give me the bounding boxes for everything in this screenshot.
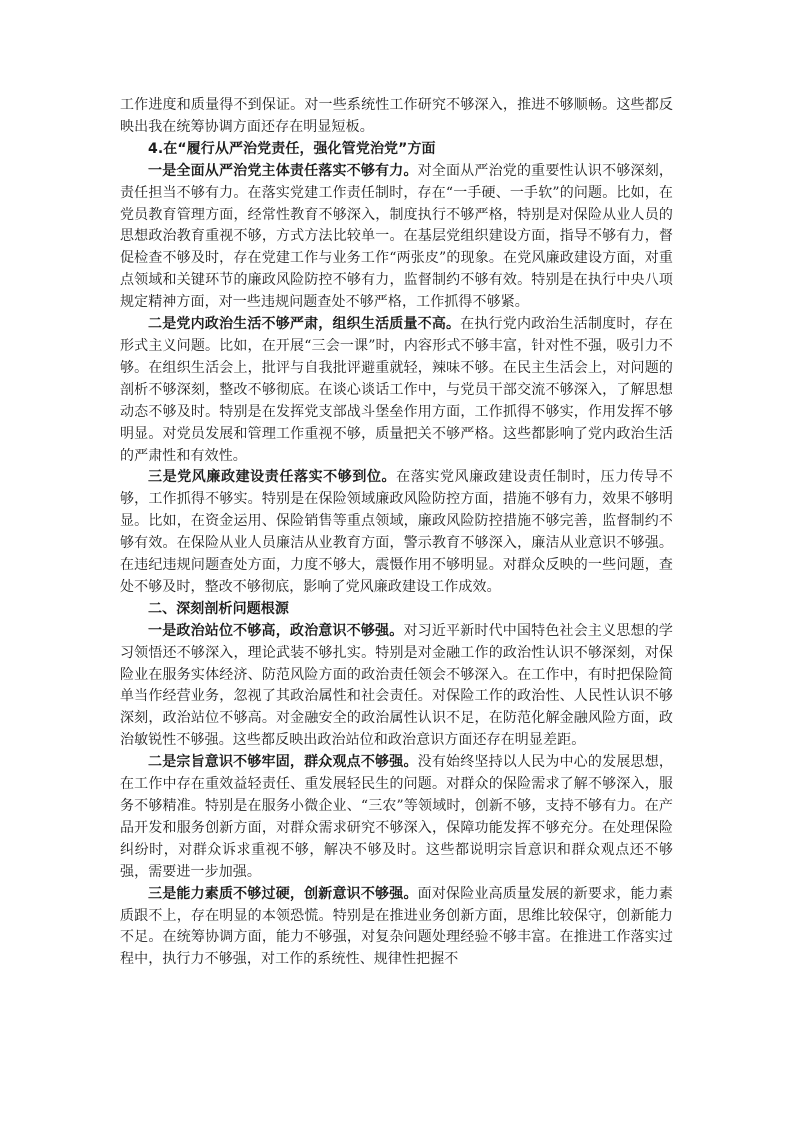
paragraph-lead: 三是党风廉政建设责任落实不够到位。: [148, 469, 397, 486]
paragraph-lead: 一是政治站位不够高，政治意识不够强。: [148, 622, 404, 639]
section-2-heading: 二、深刻剖析问题根源: [148, 600, 289, 617]
paragraph-body: 对习近平新时代中国特色社会主义思想的学习领悟还不够深入，理论武装不够扎实。特别是对金融工作的政治性认识不够深刻，对保险业在服务实体经济、防范风险方面的政治责任领会不够深入。在工作中，有时把保险简单当作经营业务，忽视了其政治属性和社会责任。对保险工作的政治性、人民性认识不够深刻，政治站位不够高。对金融安全的政治属性认识不足，在防范化解金融风险方面，政治敏锐性不够强。这些都反映出政治站位和政治意识方面还存在明显差距。: [120, 622, 673, 749]
paragraph-body: 在落实党风廉政建设责任制时，压力传导不够，工作抓得不够实。特别是在保险领域廉政风险防控方面，措施不够有力，效果不够明显。比如，在资金运用、保险销售等重点领域，廉政风险防控措施不够完善，监督制约不够有效。在保险从业人员廉洁从业教育方面，警示教育不够深入，廉洁从业意识不够强。在违纪违规问题查处方面，力度不够大，震慑作用不够明显。对群众反映的一些问题，查处不够及时，整改不够彻底，影响了党风廉政建设工作成效。: [120, 469, 673, 595]
document-page: [120, 95, 673, 971]
paragraph-purpose-awareness: [120, 752, 673, 883]
paragraph-body: 在执行党内政治生活制度时，存在形式主义问题。比如，在开展“三会一课”时，内容形式不够丰富，针对性不强，吸引力不够。在组织生活会上，批评与自我批评避重就轻，辣味不够。在民主生活会上，对问题的剖析不够深刻，整改不够彻底。在谈心谈话工作中，与党员干部交流不够深入，了解思想动态不够及时。特别是在发挥党支部战斗堡垒作用方面，工作抓得不够实，作用发挥不够明显。对党员发展和管理工作重视不够，质量把关不够严格。这些都影响了党内政治生活的严肃性和有效性。: [120, 316, 674, 464]
intro-paragraph: 工作进度和质量得不到保证。对一些系统性工作研究不够深入，推进不够顺畅。这些都反映出我在统筹协调方面还存在明显短板。: [120, 97, 673, 135]
section-4-heading: 4.在“履行从严治党责任，强化管党治党”方面: [148, 140, 436, 157]
paragraph-clean-governance: [120, 467, 673, 598]
paragraph-body: 对全面从严治党的重要性认识不够深刻，责任担当不够有力。在落实党建工作责任制时，存在“一手硬、一手软”的问题。比如，在党员教育管理方面，经常性教育不够深入，制度执行不够严格，特别是对保险从业人员的思想政治教育重视不够，方式方法比较单一。在基层党组织建设方面，指导不够有力，督促检查不够及时，存在党建工作与业务工作“两张皮”的现象。在党风廉政建设方面，对重点领域和关键环节的廉政风险防控不够有力，监督制约不够有效。特别是在执行中央八项规定精神方面，对一些违规问题查处不够严格，工作抓得不够紧。: [120, 162, 673, 311]
paragraph-party-responsibility: [120, 161, 673, 314]
paragraph-political-life: [120, 314, 673, 467]
paragraph-political-awareness: [120, 621, 673, 752]
paragraph-lead: 二是党内政治生活不够严肃，组织生活质量不高。: [148, 316, 461, 333]
paragraph-lead: 二是宗旨意识不够牢固，群众观点不够强。: [148, 754, 418, 771]
paragraph-lead: 一是全面从严治党主体责任落实不够有力。: [148, 162, 418, 179]
paragraph-ability: [120, 884, 673, 972]
paragraph-lead: 三是能力素质不够过硬，创新意识不够强。: [148, 885, 418, 902]
paragraph-body: 面对保险业高质量发展的新要求，能力素质跟不上，存在明显的本领恐慌。特别是在推进业务创新方面，思维比较保守，创新能力不足。在统筹协调方面，能力不够强，对复杂问题处理经验不够丰富。在推进工作落实过程中，执行力不够强，对工作的系统性、规律性把握不: [120, 885, 673, 968]
paragraph-body: 没有始终坚持以人民为中心的发展思想，在工作中存在重效益轻责任、重发展轻民生的问题。对群众的保险需求了解不够深入，服务不够精准。特别是在服务小微企业、“三农”等领域时，创新不够，支持不够有力。在产品开发和服务创新方面，对群众需求研究不够深入，保障功能发挥不够充分。在处理保险纠纷时，对群众诉求重视不够，解决不够及时。这些都说明宗旨意识和群众观点还不够强，需要进一步加强。: [120, 754, 673, 880]
